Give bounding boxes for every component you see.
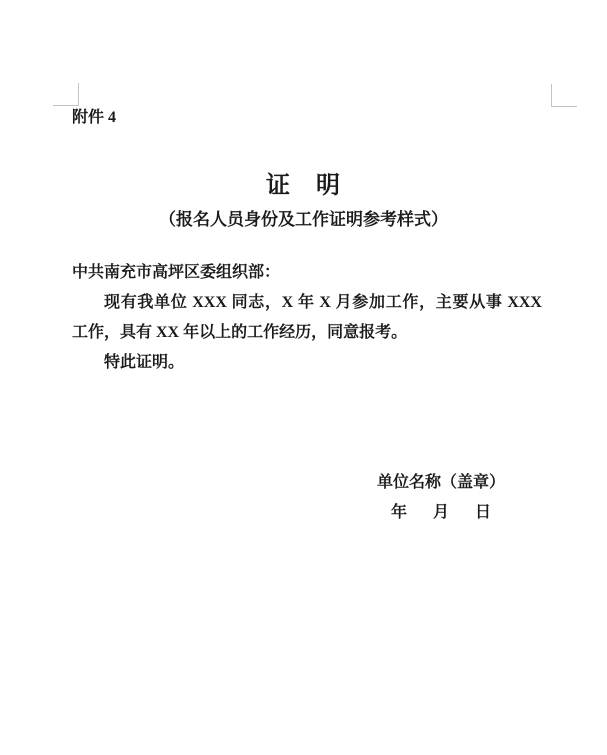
date-year-label: 年	[390, 504, 407, 521]
body-paragraph: 现有我单位 XXX 同志，X 年 X 月参加工作，主要从事 XXX 工作，具有 XX 年以上的工作经历，同意报考。	[72, 294, 542, 341]
signature-date-line	[377, 498, 505, 528]
document-title: 证 明	[266, 173, 341, 199]
document-subtitle: （报名人员身份及工作证明参考样式）	[159, 210, 448, 229]
attachment-label: 附件 4	[72, 109, 117, 126]
signature-block	[377, 468, 505, 528]
closing-line: 特此证明。	[104, 354, 185, 371]
margin-crop-mark-top-left	[53, 83, 79, 106]
margin-crop-mark-top-right	[551, 84, 577, 107]
date-month-label: 月	[432, 504, 449, 521]
signature-unit-seal-line: 单位名称（盖章）	[377, 474, 506, 491]
date-day-label: 日	[475, 504, 492, 521]
document-body	[72, 258, 542, 378]
salutation-line: 中共南充市高坪区委组织部：	[72, 264, 281, 281]
